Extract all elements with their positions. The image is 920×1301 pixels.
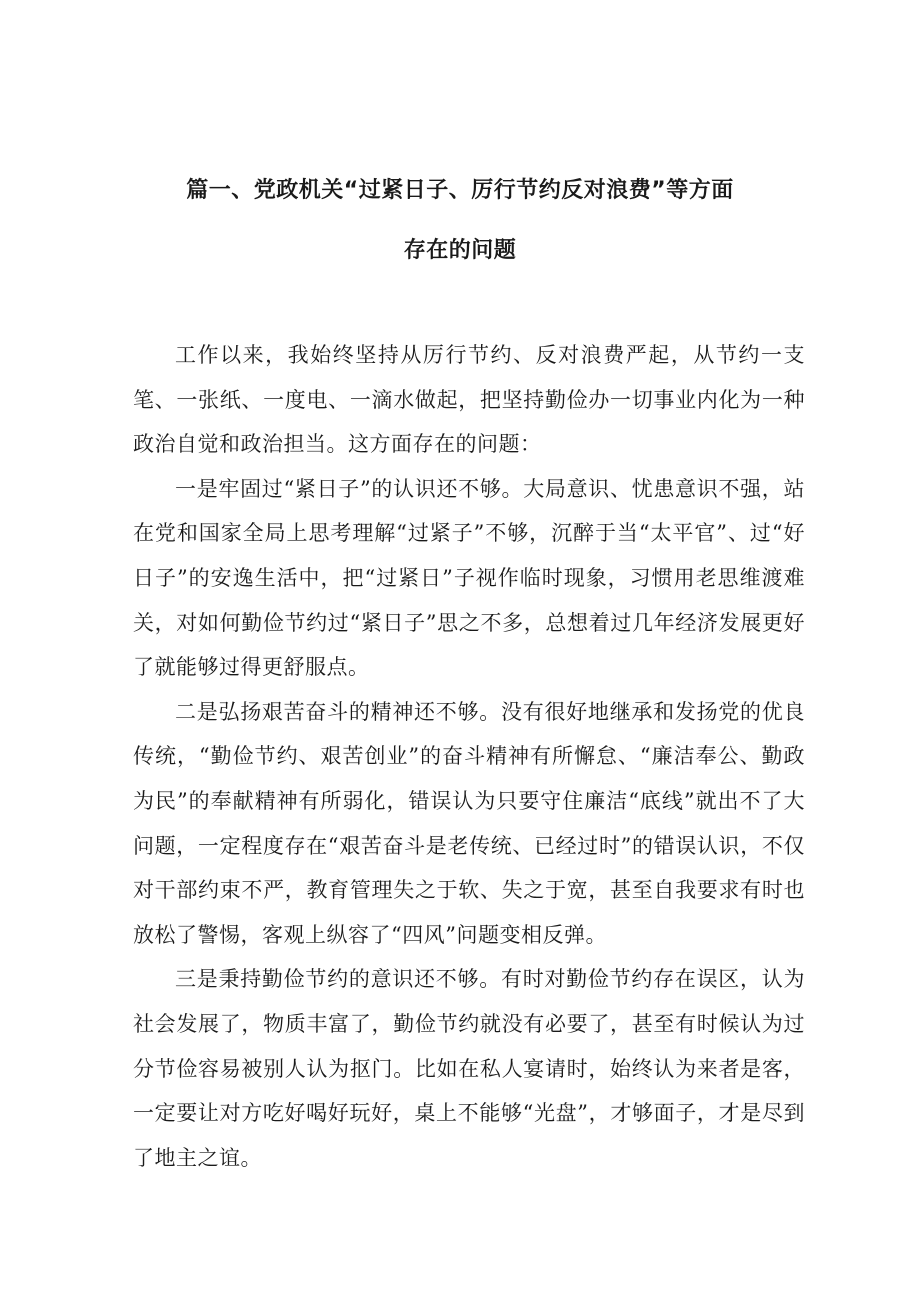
document-title-line-1: 篇一、党政机关“过紧日子、厉行节约反对浪费”等方面: [186, 178, 734, 203]
document-body: [133, 333, 805, 1180]
paragraph-point-3: 三是秉持勤俭节约的意识还不够。有时对勤俭节约存在误区，认为社会发展了，物质丰富了，勤俭节约就没有必要了，甚至有时候认为过分节俭容易被别人认为抠门。比如在私人宴请时，始终认为来者是客，一定要让对方吃好喝好玩好，桌上不能够“光盘”，才够面子，才是尽到了地主之谊。: [133, 967, 805, 1170]
paragraph-point-1: 一是牢固过“紧日子”的认识还不够。大局意识、忧患意识不强，站在党和国家全局上思考理解“过紧子”不够，沉醉于当“太平官”、过“好日子”的安逸生活中，把“过紧日”子视作临时现象，习惯用老思维渡难关，对如何勤俭节约过“紧日子”思之不多，总想着过几年经济发展更好了就能够过得更舒服点。: [133, 476, 805, 680]
paragraph-point-2: 二是弘扬艰苦奋斗的精神还不够。没有很好地继承和发扬党的优良传统，“勤俭节约、艰苦创业”的奋斗精神有所懈怠、“廉洁奉公、勤政为民”的奉献精神有所弱化，错误认为只要守住廉洁“底线”就出不了大问题，一定程度存在“艰苦奋斗是老传统、已经过时”的错误认识，不仅对干部约束不严，教育管理失之于软、失之于宽，甚至自我要求有时也放松了警惕，客观上纵容了“四风”问题变相反弹。: [133, 699, 805, 947]
document-title-line-2: 存在的问题: [403, 238, 517, 263]
paragraph-intro: 工作以来，我始终坚持从厉行节约、反对浪费严起，从节约一支笔、一张纸、一度电、一滴水做起，把坚持勤俭办一切事业内化为一种政治自觉和政治担当。这方面存在的问题：: [133, 343, 805, 457]
